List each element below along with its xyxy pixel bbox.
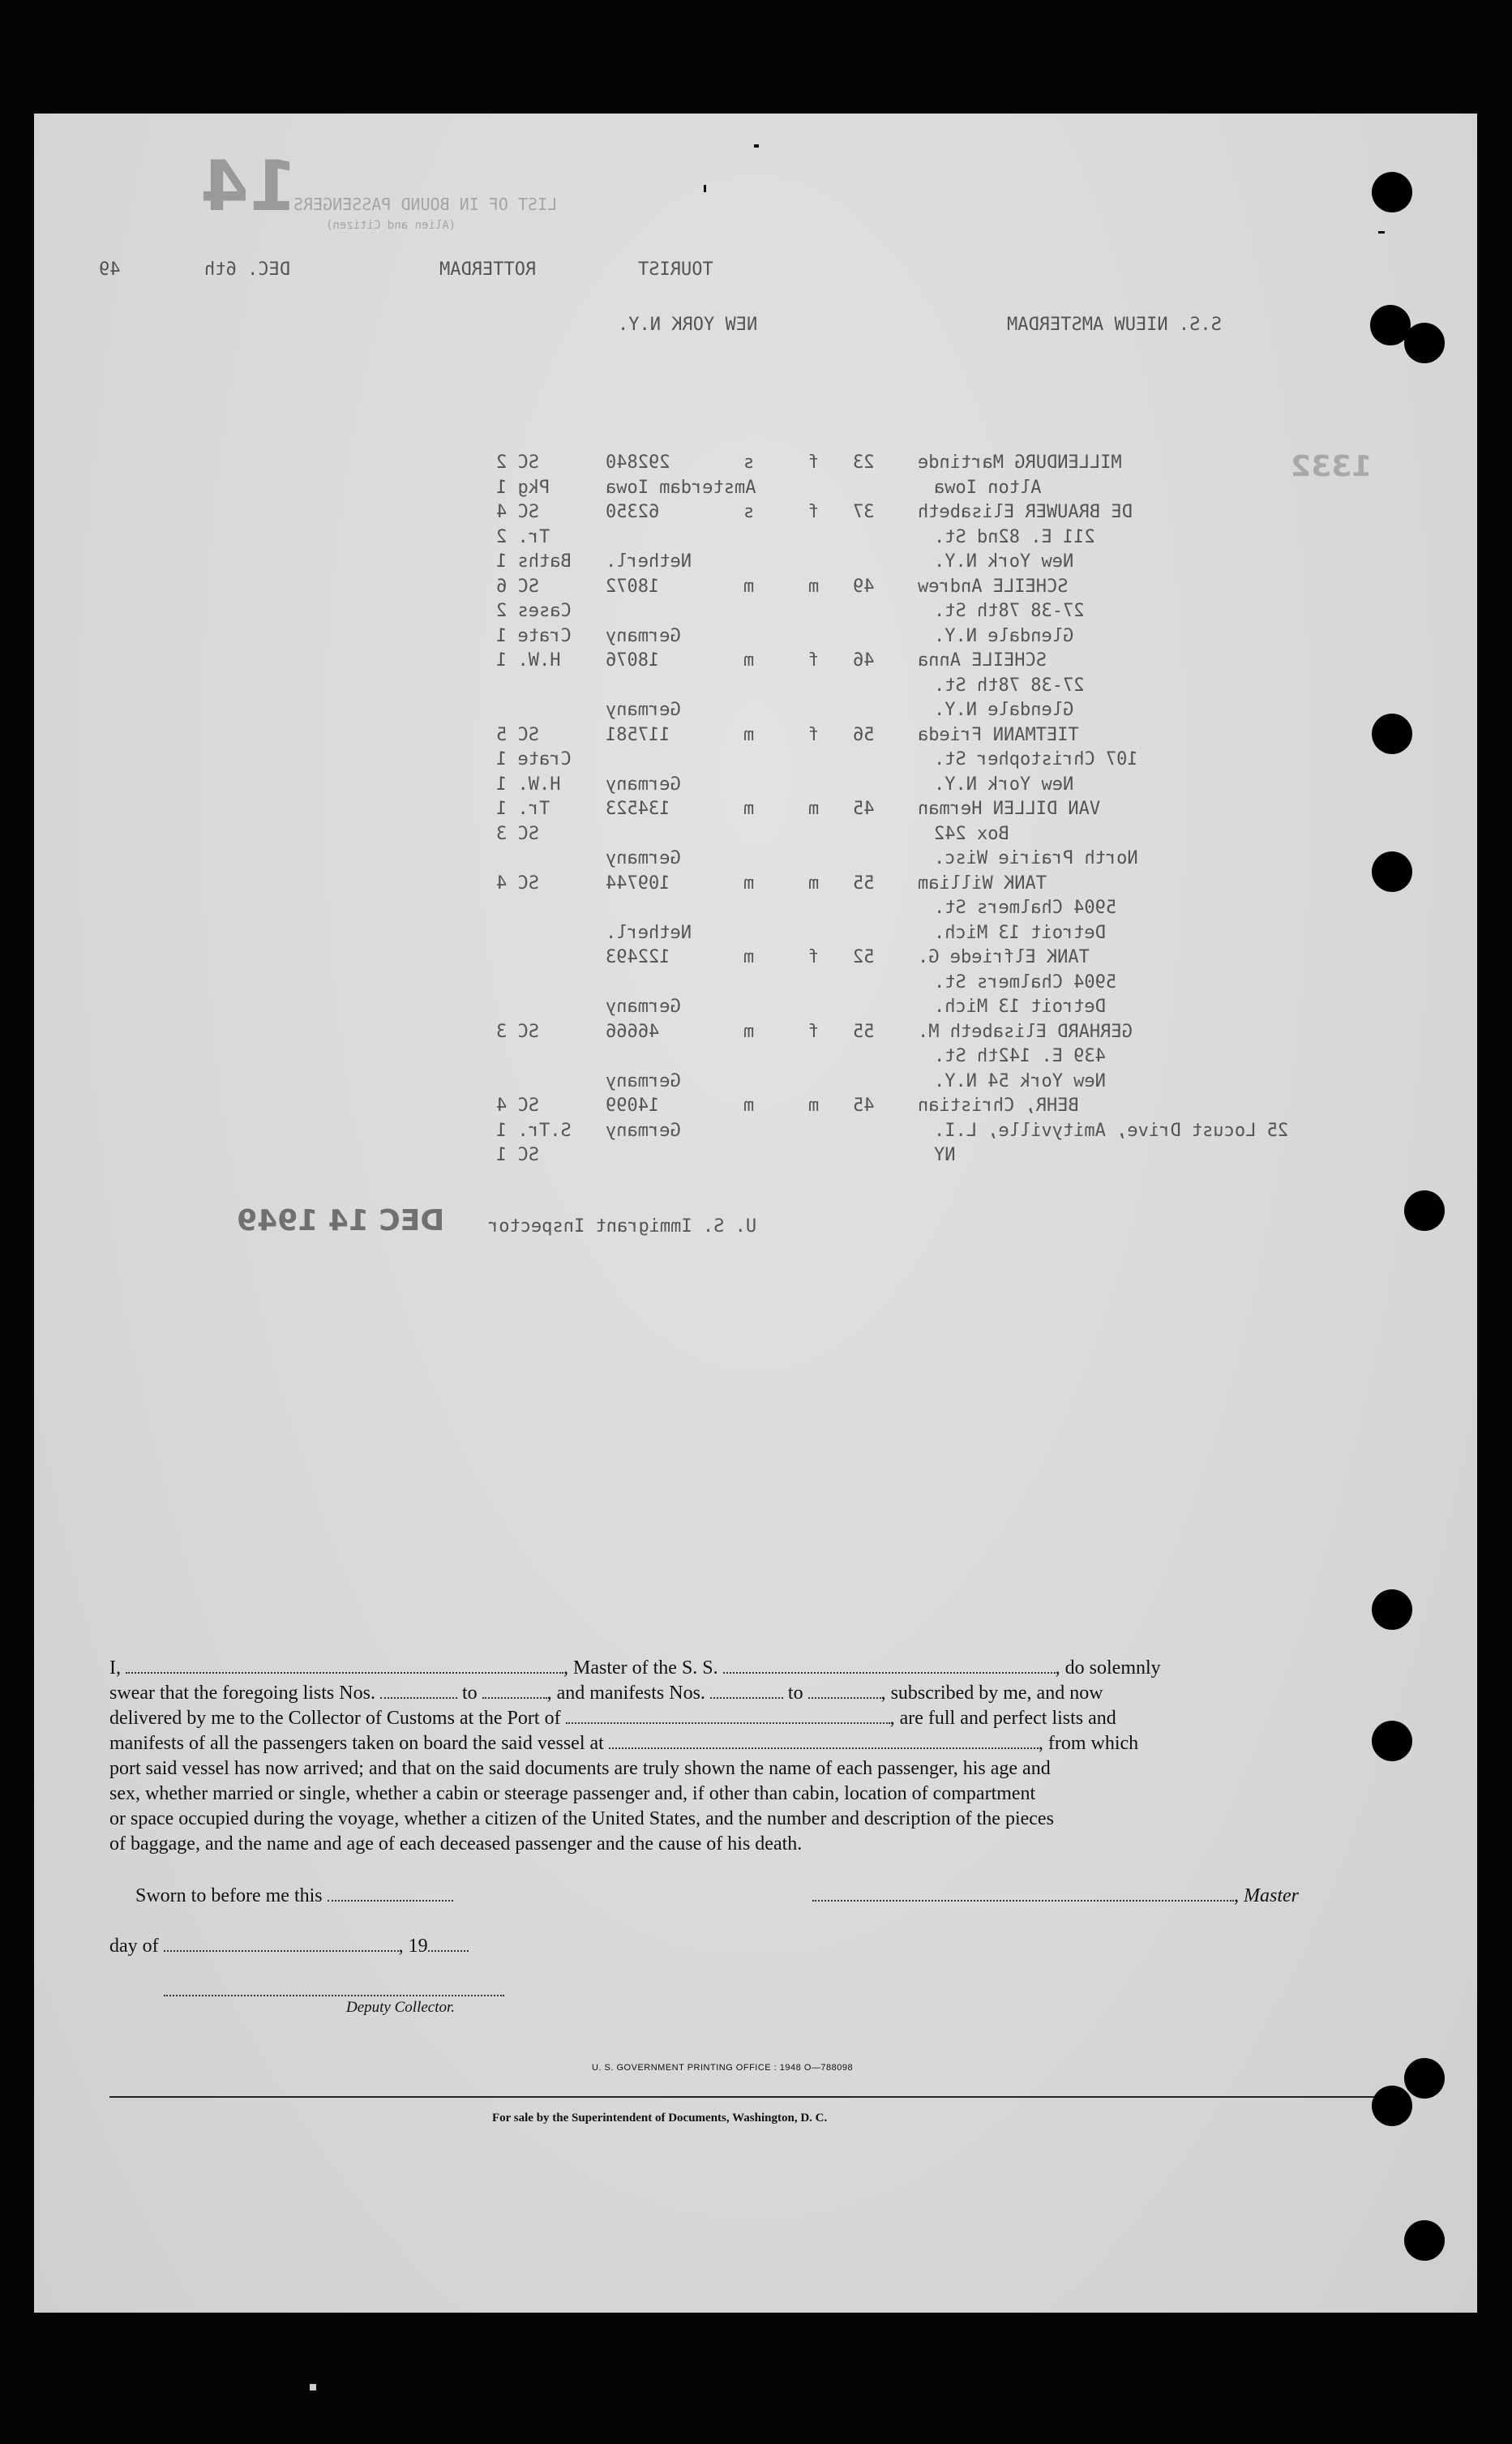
passenger-number: 14099 xyxy=(606,1096,660,1116)
passenger-age: 45 xyxy=(853,1096,875,1116)
header-date: DEC. 6th xyxy=(204,259,290,280)
header-from-port: ROTTERDAM xyxy=(439,259,537,280)
passenger-marital-status: m xyxy=(743,1096,755,1116)
passenger-number: 122493 xyxy=(606,947,670,967)
document-page xyxy=(34,114,1477,2313)
passenger-baggage: SC 3 xyxy=(496,823,539,844)
passenger-place: Germany xyxy=(606,997,681,1017)
passenger-baggage: H.W. 1 xyxy=(496,774,561,795)
header-year: 49 xyxy=(99,259,121,280)
passenger-baggage: Crate 1 xyxy=(496,625,572,646)
passenger-baggage: SC 2 xyxy=(496,452,539,473)
header-class: TOURIST xyxy=(638,259,713,280)
passenger-sex: m xyxy=(808,873,820,894)
day-of-line: day of , 19 xyxy=(109,1934,469,1959)
for-sale-line: For sale by the Superintendent of Documents, Washington, D. C. xyxy=(492,2112,828,2125)
passenger-name: DE BRAUWER Elisabeth xyxy=(918,502,1133,522)
passenger-place: Amsterdam Iowa xyxy=(606,477,756,498)
passenger-baggage: SC 6 xyxy=(496,576,539,597)
passenger-address: 5904 Chalmers St. xyxy=(934,971,1117,993)
passenger-place: Germany xyxy=(606,700,681,720)
passenger-baggage: SC 4 xyxy=(496,873,539,894)
passenger-address: NY xyxy=(934,1145,956,1165)
passenger-number: 109744 xyxy=(606,873,670,894)
passenger-address: 211 E. 82nd St. xyxy=(934,526,1095,547)
passenger-name: TANK William xyxy=(918,873,1047,894)
header-arriving-at: NEW YORK N.Y. xyxy=(618,315,758,335)
printing-office-line: U. S. GOVERNMENT PRINTING OFFICE : 1948 O—788098 xyxy=(592,2063,854,2073)
list-number-stamp: 14 xyxy=(200,146,298,227)
binder-hole xyxy=(1372,714,1412,754)
passenger-place: Netherl. xyxy=(606,922,692,943)
passenger-age: 49 xyxy=(853,576,875,597)
passenger-baggage: Tr. 2 xyxy=(496,526,550,547)
oath-line-5: port said vessel has now arrived; and that on the said documents are truly shown the name of each passenger, his age and xyxy=(109,1758,1051,1779)
passenger-baggage: SC 1 xyxy=(496,1145,539,1165)
passenger-age: 52 xyxy=(853,947,875,967)
passenger-baggage: Crate 1 xyxy=(496,749,572,770)
binder-hole xyxy=(1372,1589,1412,1630)
passenger-marital-status: m xyxy=(743,576,755,597)
passenger-sex: f xyxy=(808,947,820,967)
passenger-sex: m xyxy=(808,799,820,819)
passenger-address: 5904 Chalmers St. xyxy=(934,898,1117,918)
passenger-address: Box 242 xyxy=(934,823,1009,844)
passenger-place: Germany xyxy=(606,848,681,868)
passenger-address: 25 Locust Drive, Amityville, L.I. xyxy=(934,1120,1289,1141)
passenger-sex: f xyxy=(808,502,820,522)
binder-hole xyxy=(1404,1190,1445,1231)
passenger-age: 23 xyxy=(853,452,875,473)
oath-line-2: swear that the foregoing lists Nos. to , and manifests Nos. to , subscribed by me, and now xyxy=(109,1683,1103,1704)
passenger-address: New York 54 N.Y. xyxy=(934,1070,1106,1091)
passenger-sex: f xyxy=(808,1021,820,1042)
binder-hole xyxy=(1404,2058,1445,2099)
passenger-place: Netherl. xyxy=(606,551,692,572)
passenger-address: 27-38 78th St. xyxy=(934,675,1085,696)
passenger-place: Germany xyxy=(606,1120,681,1141)
passenger-baggage: Baths 1 xyxy=(496,551,572,572)
passenger-marital-status: m xyxy=(743,799,755,819)
list-title: LIST OF IN BOUND PASSENGERS xyxy=(293,195,558,214)
binder-hole xyxy=(1404,2220,1445,2261)
passenger-age: 45 xyxy=(853,799,875,819)
sworn-line: Sworn to before me this xyxy=(135,1884,453,1909)
passenger-address: Glendale N.Y. xyxy=(934,700,1074,720)
binder-hole xyxy=(1372,172,1412,212)
passenger-baggage: SC 4 xyxy=(496,1096,539,1116)
passenger-sex: m xyxy=(808,1096,820,1116)
passenger-name: SCHEILE Anna xyxy=(918,650,1047,671)
passenger-number: 62350 xyxy=(606,502,660,522)
passenger-address: Glendale N.Y. xyxy=(934,625,1074,646)
passenger-marital-status: s xyxy=(743,502,755,522)
passenger-baggage: Tr. 1 xyxy=(496,799,550,819)
passenger-name: BEHR, Christian xyxy=(918,1096,1079,1116)
binder-hole xyxy=(1372,2086,1412,2126)
passenger-marital-status: m xyxy=(743,873,755,894)
passenger-sex: f xyxy=(808,452,820,473)
scan-speck xyxy=(704,185,706,192)
scan-speck xyxy=(754,144,759,148)
inspector-line: U. S. Immigrant Inspector xyxy=(488,1216,757,1237)
header-ship: S.S. NIEUW AMSTERDAM xyxy=(1007,315,1222,335)
passenger-baggage: Pkg 1 xyxy=(496,477,550,498)
passenger-baggage: S.Tr. 1 xyxy=(496,1120,572,1141)
passenger-address: Detroit 13 Mich. xyxy=(934,922,1106,943)
passenger-baggage: H.W. 1 xyxy=(496,650,561,671)
code-stamp: 1332 xyxy=(1291,450,1373,483)
passenger-baggage: Cases 2 xyxy=(496,601,572,621)
passenger-address: 439 E. 142th St. xyxy=(934,1046,1106,1066)
list-subtitle: (Alien and Citizen) xyxy=(326,219,456,232)
passenger-name: VAN DILLEN Herman xyxy=(918,799,1101,819)
passenger-place: Germany xyxy=(606,625,681,646)
passenger-number: 18076 xyxy=(606,650,660,671)
oath-line-8: of baggage, and the name and age of each deceased passenger and the cause of his death. xyxy=(109,1833,803,1854)
oath-line-4: manifests of all the passengers taken on board the said vessel at , from which xyxy=(109,1733,1139,1754)
oath-line-1: I, , Master of the S. S. , do solemnly xyxy=(109,1657,1161,1679)
passenger-marital-status: m xyxy=(743,947,755,967)
oath-line-7: or space occupied during the voyage, whether a citizen of the United States, and the number and description of the pieces xyxy=(109,1808,1054,1829)
passenger-marital-status: m xyxy=(743,1021,755,1042)
binder-hole xyxy=(1404,323,1445,363)
passenger-age: 55 xyxy=(853,1021,875,1042)
passenger-marital-status: m xyxy=(743,650,755,671)
passenger-name: GERHARD Elisabeth M. xyxy=(918,1021,1133,1042)
passenger-number: 18072 xyxy=(606,576,660,597)
passenger-address: Detroit 13 Mich. xyxy=(934,997,1106,1017)
passenger-number: 292840 xyxy=(606,452,670,473)
passenger-sex: f xyxy=(808,724,820,745)
passenger-address: New York N.Y. xyxy=(934,551,1074,572)
passenger-baggage: SC 5 xyxy=(496,724,539,745)
passenger-name: MILLENDURG Martinde xyxy=(918,452,1122,473)
oath-line-6: sex, whether married or single, whether a cabin or steerage passenger and, if other than cabin, location of compartment xyxy=(109,1783,1036,1804)
passenger-sex: f xyxy=(808,650,820,671)
binder-hole xyxy=(1372,851,1412,892)
passenger-age: 56 xyxy=(853,724,875,745)
passenger-marital-status: m xyxy=(743,724,755,745)
passenger-place: Germany xyxy=(606,1070,681,1091)
passenger-age: 46 xyxy=(853,650,875,671)
scan-speck xyxy=(1378,231,1385,234)
passenger-address: 27-38 78th St. xyxy=(934,601,1085,621)
passenger-address: North Prairie Wisc. xyxy=(934,848,1138,868)
passenger-sex: m xyxy=(808,576,820,597)
binder-hole xyxy=(1372,1721,1412,1761)
passenger-number: 46666 xyxy=(606,1021,660,1042)
passenger-number: 117581 xyxy=(606,724,670,745)
inspector-stamp: DEC 14 1949 xyxy=(237,1204,445,1237)
passenger-name: TANK Elfriede G. xyxy=(918,947,1090,967)
passenger-name: SCHEILE Andrew xyxy=(918,576,1069,597)
passenger-name: TIETMANN Frieda xyxy=(918,724,1079,745)
deputy-collector-label: Deputy Collector. xyxy=(346,1999,456,2016)
passenger-address: Alton Iowa xyxy=(934,477,1042,498)
passenger-address: 107 Christopher St. xyxy=(934,749,1138,770)
passenger-marital-status: s xyxy=(743,452,755,473)
passenger-place: Germany xyxy=(606,774,681,795)
bottom-rule xyxy=(109,2096,1374,2098)
oath-block xyxy=(109,1656,1374,1857)
passenger-baggage: SC 3 xyxy=(496,1021,539,1042)
passenger-age: 37 xyxy=(853,502,875,522)
scan-speck xyxy=(310,2384,316,2390)
passenger-age: 55 xyxy=(853,873,875,894)
oath-line-3: delivered by me to the Collector of Customs at the Port of , are full and perfect lists and xyxy=(109,1708,1116,1729)
passenger-baggage: SC 4 xyxy=(496,502,539,522)
passenger-address: New York N.Y. xyxy=(934,774,1074,795)
passenger-number: 134523 xyxy=(606,799,670,819)
master-signature-line: , Master xyxy=(812,1884,1299,1909)
